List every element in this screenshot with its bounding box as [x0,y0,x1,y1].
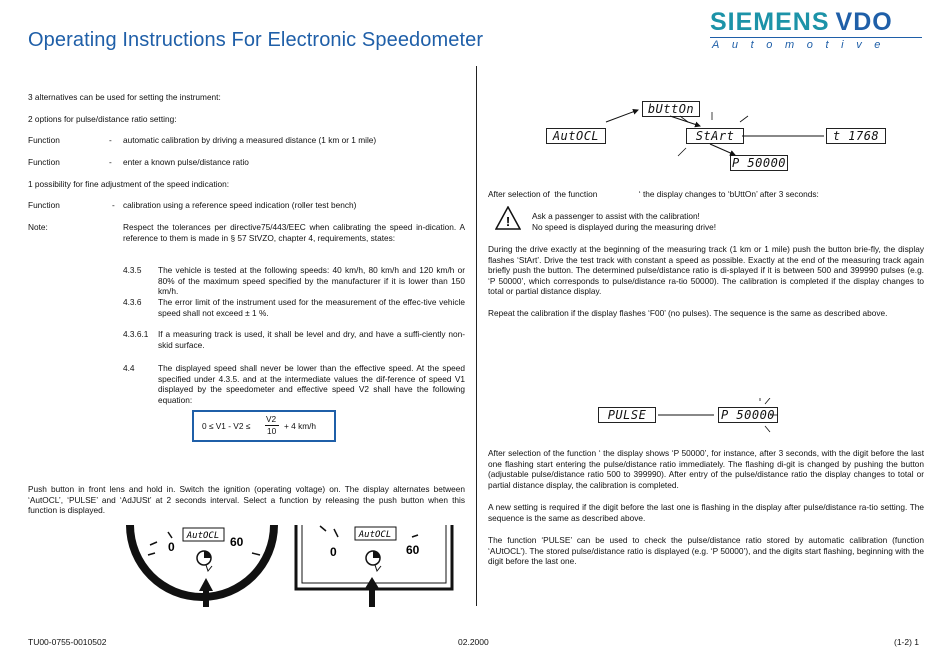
lcd-total-distance: t 1768 [826,128,886,144]
function-label-1: Function [28,135,60,145]
siemens-vdo-logo [710,9,925,51]
fine-heading: 1 possibility for fine adjustment of the speed indication: [28,179,230,189]
document-date: 02.2000 [458,637,489,647]
equation-box [192,410,336,442]
arrow-icon [362,577,382,607]
gauge2-tick-60: 60 [406,543,420,557]
dash-2: - [109,157,112,167]
pulse-arrow [652,398,790,434]
intro-text: 3 alternatives can be used for setting the instrument: [28,92,221,102]
function-2-text: enter a known pulse/distance ratio [123,157,249,167]
pulse-paragraph: After selection of the function ‘ the display shows ‘P 50000’, for instance, after 3 seconds, with the digit before the last one flashing start entering the pulse/distance ratio immediately. The flashing di-git is changed by pushing the button (adjustable pulse/distance ratio 500 to 399990). After entry of the pulse/distance ratio the display changes to total or partial distance display, the calibration is completed. [488,448,924,490]
warning-text-1: Ask a passenger to assist with the calibration! [532,211,700,221]
function-label-2: Function [28,157,60,167]
gauge1-tick-0: 0 [168,540,175,554]
gauge2-lcd: AutOCL [358,530,392,540]
lcd-pulse: PULSE [598,407,656,423]
lcd-p-value: P 50000 [731,156,787,170]
dash-3: - [112,200,115,210]
item-num-44: 4.4 [123,363,135,373]
push-button-text: Push button in front lens and hold in. Switch the ignition (operating voltage) on. The display alternates between ‘AutOCL’, ‘PULSE’ and ‘AdJUSt’ at 2 seconds interval. Select a function by releasing the push button when this function is displayed. [28,484,465,515]
equation-denominator: 10 [267,426,277,436]
item-num-435: 4.3.5 [123,265,142,275]
round-gauge-illustration [120,525,285,610]
gauge2-tick-0: 0 [330,545,337,559]
lcd-autocl: AutOCL [546,128,606,144]
page-number: (1-2) 1 [894,637,920,647]
gauge1-tick-60: 60 [230,535,244,549]
logo-automotive: Automotive [712,39,894,51]
lcd-sequence-arrows [540,100,840,185]
after-auto-text: After selection of the function ‘ the display changes to ‘bUttOn’ after 3 seconds: [488,189,819,199]
item-text-435: The vehicle is tested at the following speeds: 40 km/h, 80 km/h and 120 km/h or 80% of the maximum speed specified by the manufacturer if it is lower than 150 km/h. [158,265,465,296]
warning-icon [495,206,521,230]
function-1-text: automatic calibration by driving a measured distance (1 km or 1 mile) [123,135,377,145]
item-num-436: 4.3.6 [123,297,142,307]
item-text-436: The error limit of the instrument used for the measurement of the effec-tive vehicle speed shall not exceed ± 1 %. [158,297,465,318]
warning-text-2: No speed is displayed during the measuring drive! [532,222,717,232]
logo-vdo: VDO [835,8,893,36]
logo-rule [710,37,922,38]
equation-left: 0 ≤ V1 - V2 ≤ [202,421,251,431]
svg-text:!: ! [505,214,511,229]
equation-numerator: V2 [266,414,277,424]
function-3-text: calibration using a reference speed indication (roller test bench) [123,200,357,210]
dash-1: - [109,135,112,145]
drive-paragraph: During the drive exactly at the beginning of the measuring track (1 km or 1 mile) push the button brie-fly, the display flashes ‘StArt’. Drive the test track with constant a speed as possible. Exactly at the end of the measuring track again briefly push the button. The determined pulse/distance ratio is di-splayed if it is between 500 and 399990 pulses (e.g. ‘P 50000’, which corresponds to pulse/distance ra-tio 50000). The calibration is completed if the display changes to total or partial distance display. [488,244,924,296]
repeat-paragraph: Repeat the calibration if the display flashes ‘F00’ (no pulses). The sequence is the same as described above. [488,308,888,318]
function-label-3: Function [28,200,60,210]
options-heading: 2 options for pulse/distance ratio setting: [28,114,177,124]
new-setting-paragraph: A new setting is required if the digit before the last one is flashing in the display after pulse/distance ra-tio setting. The sequence is the same as described above. [488,502,924,523]
column-divider [476,66,477,606]
lcd-button: bUttOn [642,101,700,117]
document-number: TU00-0755-0010502 [28,637,107,647]
note-label: Note: [28,222,48,232]
item-text-44: The displayed speed shall never be lower than the effective speed. At the speed specified under 4.3.5. and at the intermediate values the dif-ference of speed V1 displayed by the speedometer and effective speed V2 shall have the following equation: [158,363,465,405]
equation-right: + 4 km/h [284,421,317,431]
check-paragraph: The function ‘PULSE’ can be used to check the pulse/distance ratio stored by automatic calibration (function ‘AUtOCL’). The stored pulse/distance ratio is displayed (e.g. ‘P 50000’), and the digits start flashing, beginning with the digit before the last one. [488,535,924,566]
note-text: Respect the tolerances per directive75/443/EEC when calibrating the speed in-dication. A reference to them is made in § 57 StVZO, chapter 4, requirements, states: [123,222,465,243]
item-text-4361: If a measuring track is used, it shall be level and dry, and have a suffi-ciently non-skid surface. [158,329,465,350]
lcd-start: StArt [686,128,744,144]
lcd-p-value-2: P 50000 [718,407,778,423]
gauge1-lcd: AutOCL [186,531,220,541]
logo-siemens: SIEMENS [710,8,830,36]
item-num-4361: 4.3.6.1 [123,329,149,339]
page-title: Operating Instructions For Electronic Speedometer [28,29,484,51]
